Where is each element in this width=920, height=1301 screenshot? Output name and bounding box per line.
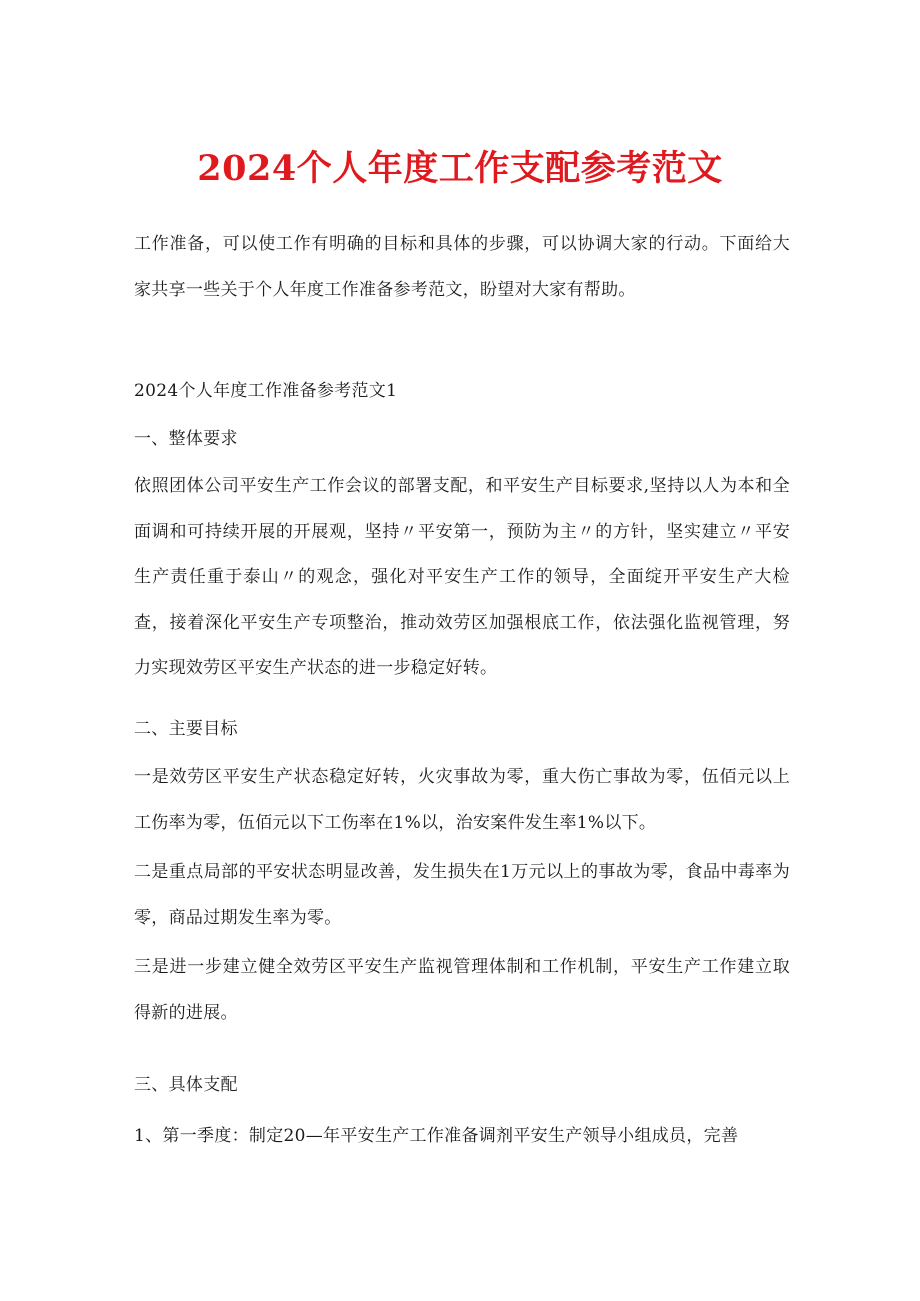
heading-main-goals: 二、主要目标	[134, 719, 238, 739]
goal-paragraph-3: 三是进一步建立健全效劳区平安生产监视管理体制和工作机制，平安生产工作建立取得新的进展。	[134, 957, 790, 1023]
item-first-quarter: 1、第一季度：制定20—年平安生产工作准备调剂平安生产领导小组成员，完善	[134, 1126, 739, 1146]
goal-paragraph-1: 一是效劳区平安生产状态稳定好转，火灾事故为零，重大伤亡事故为零，伍佰元以上工伤率为零，伍佰元以下工伤率在1%以，治安案件发生率1%以下。	[134, 767, 790, 833]
intro-paragraph: 工作准备，可以使工作有明确的目标和具体的步骤，可以协调大家的行动。下面给大家共享一些关于个人年度工作准备参考范文，盼望对大家有帮助。	[134, 234, 790, 300]
paragraph-overall-requirements: 依照团体公司平安生产工作会议的部署支配，和平安生产目标要求,坚持以人为本和全面调和可持续开展的开展观，坚持〃平安第一，预防为主〃的方针，坚实建立〃平安生产责任重于泰山〃的观念，强化对平安生产工作的领导，全面绽开平安生产大检查，接着深化平安生产专项整治，推动效劳区加强根底工作，依法强化监视管理，努力实现效劳区平安生产状态的进一步稳定好转。	[134, 476, 790, 678]
document-title: 2024个人年度工作支配参考范文	[197, 148, 723, 189]
section-title: 2024个人年度工作准备参考范文1	[134, 381, 398, 401]
goal-paragraph-2: 二是重点局部的平安状态明显改善，发生损失在1万元以上的事故为零，食品中毒率为零，商品过期发生率为零。	[134, 862, 790, 928]
heading-specific-arrangements: 三、具体支配	[134, 1075, 238, 1095]
heading-overall-requirements: 一、整体要求	[134, 429, 238, 449]
